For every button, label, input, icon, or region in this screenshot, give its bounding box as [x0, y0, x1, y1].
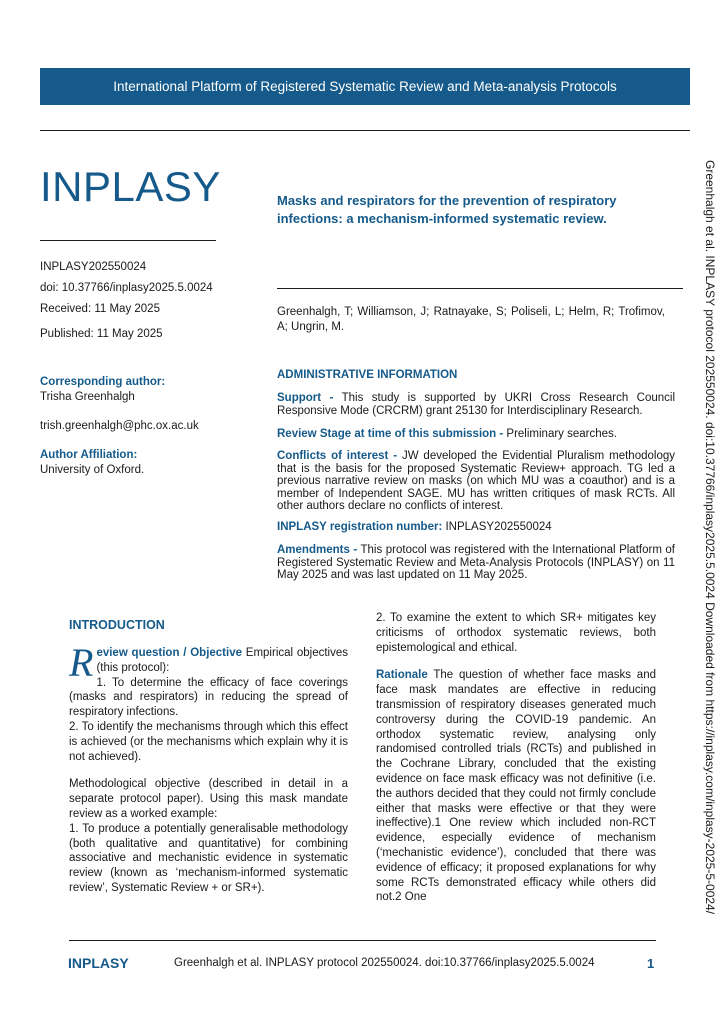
support-label: Support -	[277, 392, 334, 404]
registration-number-section	[277, 521, 675, 534]
methodological-objective: Methodological objective (described in detail in a separate protocol paper). Using this mask mandate review as a worked example:	[69, 778, 348, 820]
review-question-label: eview question / Objective	[96, 647, 242, 659]
registration-number-value: INPLASY202550024	[442, 521, 552, 533]
conflicts-label: Conflicts of interest -	[277, 450, 398, 462]
objective-2: 2. To identify the mechanisms through which this effect is achieved (or the mechanisms which explain why it is not achieved).	[69, 720, 348, 763]
objective-1: 1. To determine the efficacy of face coverings (masks and respirators) in reducing the spread of respiratory infections.	[69, 676, 348, 719]
method-objective-2: 2. To examine the extent to which SR+ mitigates key criticisms of orthodox systematic reviews, both epistemological and ethical.	[376, 612, 656, 654]
review-stage-label: Review Stage at time of this submission -	[277, 428, 504, 440]
amendments-label: Amendments -	[277, 544, 358, 556]
inplasy-logo-text: INPLASY	[40, 163, 221, 210]
intro-left-column	[69, 640, 348, 896]
rationale-text: The question of whether face masks and face mask mandates are effective in reducing transmission of respiratory diseases generated much controversy during the COVID-19 pandemic. An orthodox systematic review, analysing only randomised controlled trials (RCTs) and published in the Cochrane Library, concluded that the existing evidence on face mask efficacy was not definitive (i.e. the authors decided that they could not firmly conclude either that masks were effective or that they were ineffective).1 One review which included non-RCT evidence, especially evidence of mechanism (‘mechanistic evidence’), concluded that there was evidence of efficacy; it proposed explanations for why some RCTs demonstrated efficacy while others did not.2 One	[376, 669, 656, 904]
rationale-paragraph	[376, 668, 656, 905]
author-list: Greenhalgh, T; Williamson, J; Ratnayake, S; Poliseli, L; Helm, R; Trofimov, A; Ungrin, M.	[277, 306, 665, 333]
conflicts-section	[277, 450, 675, 513]
review-question-paragraph	[69, 640, 348, 685]
doi-link[interactable]: doi: 10.37766/inplasy2025.5.0024	[40, 282, 213, 294]
review-question-text: Empirical objectives (this protocol):	[96, 647, 348, 674]
amendments-text: This protocol was registered with the International Platform of Registered Systematic Review and Meta-Analysis Protocols (INPLASY) on 11 May 2025 and was last updated on 11 May 2025.	[277, 544, 675, 581]
page-number: 1	[647, 956, 655, 971]
title-divider	[277, 288, 683, 289]
affiliation-value: University of Oxford.	[40, 464, 145, 476]
support-text: This study is supported by UKRI Cross Research Council Responsive Mode (CRCRM) grant 25130 for Interdisciplinary Research.	[277, 392, 676, 417]
footer-rule	[69, 940, 656, 941]
intro-right-column	[376, 611, 656, 905]
header-banner: International Platform of Registered Systematic Review and Meta-analysis Protocols	[40, 68, 690, 105]
corresponding-author-heading: Corresponding author:	[40, 376, 166, 388]
admin-info-heading: ADMINISTRATIVE INFORMATION	[277, 369, 458, 381]
conflicts-text: JW developed the Evidential Pluralism methodology that is the basis for the proposed Systematic Review+ approach. TG led a previous narrative review on masks (on which MU was a coauthor) and is a member of Independent SAGE. MU has written critiques of mask RCTs. All other authors declare no conflicts of interest.	[277, 450, 675, 512]
footer-logo-text: INPLASY	[68, 955, 129, 971]
brand-divider	[40, 240, 216, 241]
published-date: Published: 11 May 2025	[40, 328, 163, 340]
introduction-heading: INTRODUCTION	[69, 618, 165, 632]
support-section	[277, 392, 675, 417]
review-stage-section	[277, 428, 675, 441]
header-rule	[40, 130, 690, 131]
footer-citation: Greenhalgh et al. INPLASY protocol 202550024. doi:10.37766/inplasy2025.5.0024	[174, 957, 595, 969]
side-citation-text: Greenhalgh et al. INPLASY protocol 202550024. doi:10.37766/inplasy2025.5.0024 Downloaded from https://inplasy.com/inplasy-2025-5-0024/	[703, 160, 717, 915]
drop-cap: R	[69, 640, 94, 685]
amendments-section	[277, 544, 675, 582]
received-date: Received: 11 May 2025	[40, 303, 160, 315]
corresponding-author-email[interactable]: trish.greenhalgh@phc.ox.ac.uk	[40, 420, 199, 432]
registration-id: INPLASY202550024	[40, 261, 147, 273]
affiliation-heading: Author Affiliation:	[40, 449, 138, 461]
paper-title: Masks and respirators for the prevention of respiratory infections: a mechanism-informed systematic review.	[277, 193, 617, 226]
review-stage-text: Preliminary searches.	[503, 428, 617, 440]
rationale-label: Rationale	[376, 669, 428, 682]
method-objective-1: 1. To produce a potentially generalisable methodology (both qualitative and quantitative) for combining associative and mechanistic evidence in systematic review (known as ‘mechanism-informed systematic review’, Systematic Review + or SR+).	[69, 822, 348, 894]
registration-number-label: INPLASY registration number:	[277, 521, 443, 533]
corresponding-author-name: Trisha Greenhalgh	[40, 391, 135, 403]
